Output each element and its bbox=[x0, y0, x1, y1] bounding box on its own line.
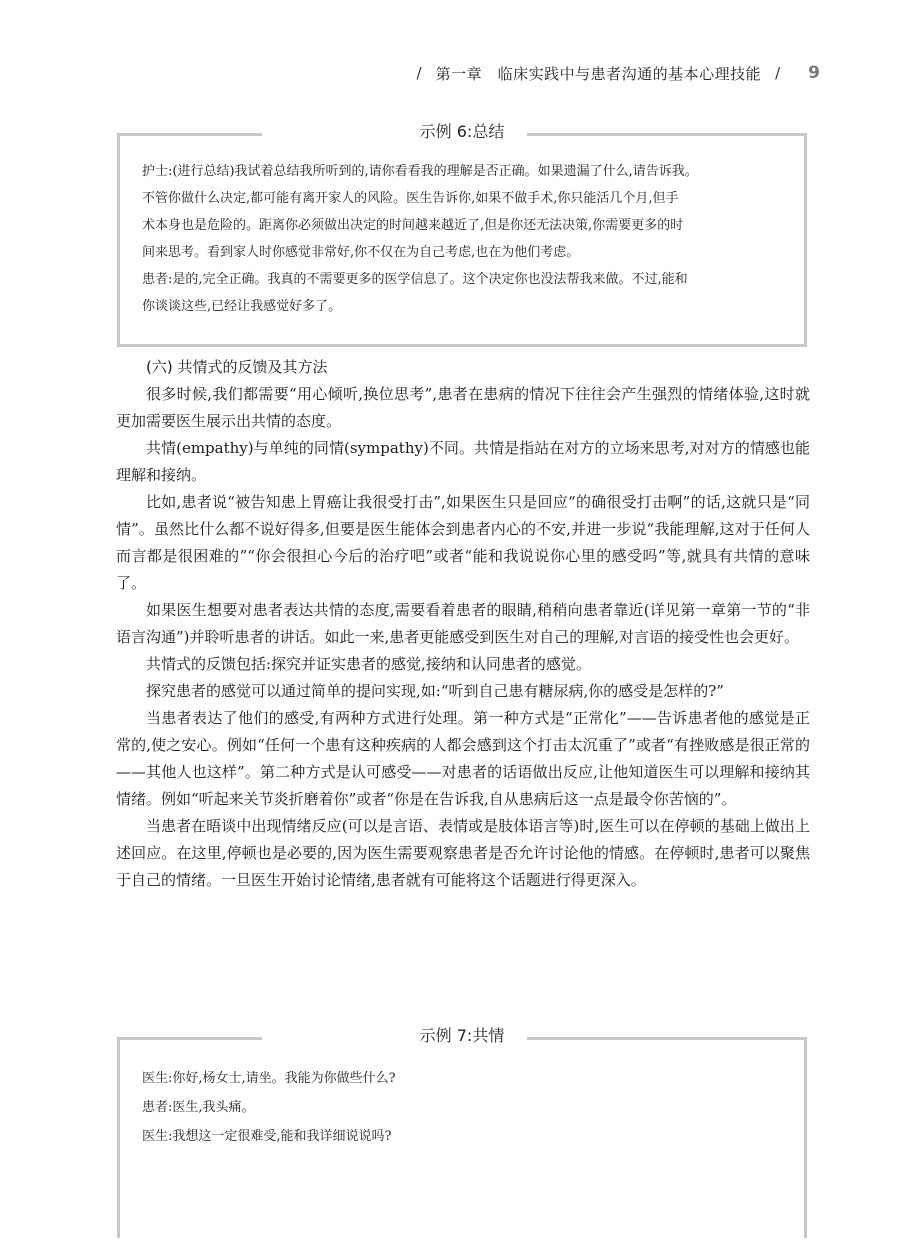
section-heading: (六) 共情式的反馈及其方法 bbox=[146, 358, 328, 376]
body-paragraph: 比如,患者说“被告知患上胃癌让我很受打击”,如果医生只是回应“的确很受打击啊”的话,这就只是“同情”。虽然比什么都不说好得多,但要是医生能体会到患者内心的不安,并进一步说“我能理解,这对于任何人而言都是很困难的”“你会很担心今后的治疗吧”或者“能和我说说你心里的感受吗”等,就具有共情的意味了。 bbox=[116, 493, 810, 592]
body-paragraph: 很多时候,我们都需要“用心倾听,换位思考”,患者在患病的情况下往往会产生强烈的情绪体验,这时就更加需要医生展示出共情的态度。 bbox=[116, 385, 810, 430]
section-empathy bbox=[116, 354, 810, 894]
body-paragraph: 当患者在晤谈中出现情绪反应(可以是言语、表情或是肢体语言等)时,医生可以在停顿的基础上做出上述回应。在这里,停顿也是必要的,因为医生需要观察患者是否允许讨论他的情感。在停顿时,患者可以聚焦于自己的情绪。一旦医生开始讨论情绪,患者就有可能将这个话题进行得更深入。 bbox=[116, 817, 810, 889]
example-6-line: 间来思考。看到家人时你感觉非常好,你不仅在为自己考虑,也在为他们考虑。 bbox=[142, 245, 580, 260]
example-6-line: 术本身也是危险的。距离你必须做出决定的时间越来越近了,但是你还无法决策,你需要更多的时 bbox=[142, 218, 684, 233]
example-6-line: 你谈谈这些,已经让我感觉好多了。 bbox=[142, 299, 342, 314]
example-6-line: 护士:(进行总结)我试着总结我所听到的,请你看看我的理解是否正确。如果遗漏了什么,请告诉我。 bbox=[142, 164, 698, 179]
example-7-line: 医生:你好,杨女士,请坐。我能为你做些什么? bbox=[142, 1071, 396, 1086]
example-6-body bbox=[120, 134, 804, 334]
header-slash-right: / bbox=[775, 64, 781, 82]
example-7-title: 示例 7:共情 bbox=[120, 1023, 804, 1046]
body-paragraph: 当患者表达了他们的感受,有两种方式进行处理。第一种方式是“正常化”——告诉患者他的感觉是正常的,使之安心。例如“任何一个患有这种疾病的人都会感到这个打击太沉重了”或者“有挫败感是很正常的——其他人也这样”。第二种方式是认可感受——对患者的话语做出反应,让他知道医生可以理解和接纳其情绪。例如“听起来关节炎折磨着你”或者“你是在告诉我,自从患病后这一点是最令你苦恼的”。 bbox=[116, 709, 810, 808]
body-paragraph: 探究患者的感觉可以通过简单的提问实现,如:“听到自己患有糖尿病,你的感受是怎样的?” bbox=[146, 682, 724, 700]
example-7-body bbox=[120, 1038, 804, 1165]
example-7-box bbox=[117, 1026, 807, 1238]
body-paragraph: 如果医生想要对患者表达共情的态度,需要看着患者的眼睛,稍稍向患者靠近(详见第一章第一节的“非语言沟通”)并聆听患者的讲话。如此一来,患者更能感受到医生对自己的理解,对言语的接受性也会更好。 bbox=[116, 601, 810, 646]
example-6-title: 示例 6:总结 bbox=[120, 119, 804, 142]
page-number: 9 bbox=[808, 63, 820, 83]
body-paragraph: 共情(empathy)与单纯的同情(sympathy)不同。共情是指站在对方的立场来思考,对对方的情感也能理解和接纳。 bbox=[116, 439, 810, 484]
header-slash-left: / bbox=[416, 64, 422, 82]
example-6-line: 患者:是的,完全正确。我真的不需要更多的医学信息了。这个决定你也没法帮我来做。不过,能和 bbox=[142, 272, 688, 287]
example-7-line: 患者:医生,我头痛。 bbox=[142, 1100, 255, 1115]
body-paragraph: 共情式的反馈包括:探究并证实患者的感觉,接纳和认同患者的感觉。 bbox=[146, 655, 591, 673]
example-6-box bbox=[117, 122, 807, 347]
chapter-title: 第一章 临床实践中与患者沟通的基本心理技能 bbox=[435, 64, 762, 83]
example-6-line: 不管你做什么决定,都可能有离开家人的风险。医生告诉你,如果不做手术,你只能活几个月,但手 bbox=[142, 191, 679, 206]
example-7-line: 医生:我想这一定很难受,能和我详细说说吗? bbox=[142, 1129, 392, 1144]
running-header bbox=[300, 58, 820, 88]
